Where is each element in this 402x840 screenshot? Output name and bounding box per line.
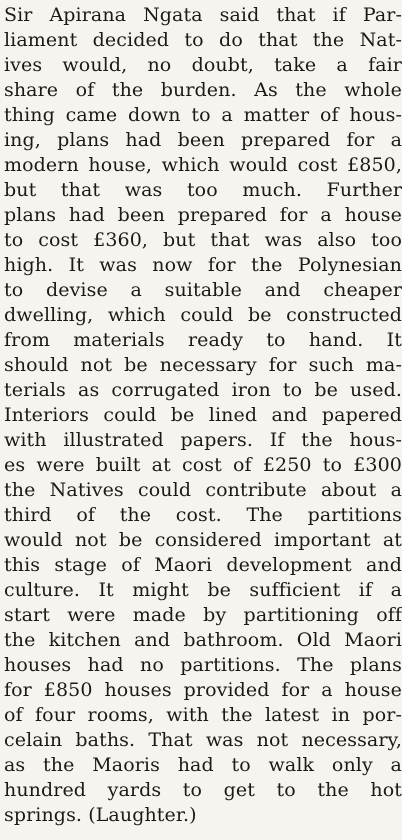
- article-line: from materials ready to hand. It: [4, 329, 402, 351]
- article-line: to cost £360, but that was also too: [4, 229, 402, 251]
- article-line: Sir Apirana Ngata said that if Par-: [4, 4, 402, 26]
- article-line: Interiors could be lined and papered: [4, 404, 402, 426]
- article-line: ives would, no doubt, take a fair: [4, 54, 402, 76]
- article-line: but that was too much. Further: [4, 179, 402, 201]
- article-line: hundred yards to get to the hot: [4, 779, 402, 801]
- article-line: as the Maoris had to walk only a: [4, 754, 402, 776]
- article-line: the Natives could contribute about a: [4, 479, 402, 501]
- article-line: culture. It might be sufficient if a: [4, 579, 402, 601]
- article-line: third of the cost. The partitions: [4, 504, 402, 526]
- article-line: this stage of Maori development and: [4, 554, 402, 576]
- article-line: modern house, which would cost £850,: [4, 154, 402, 176]
- article-line: to devise a suitable and cheaper: [4, 279, 402, 301]
- article-line: the kitchen and bathroom. Old Maori: [4, 629, 402, 651]
- article-line: plans had been prepared for a house: [4, 204, 402, 226]
- article-line: ing, plans had been prepared for a: [4, 129, 402, 151]
- article-line: dwelling, which could be constructed: [4, 304, 402, 326]
- article-line: terials as corrugated iron to be used.: [4, 379, 402, 401]
- article-line: liament decided to do that the Nat-: [4, 29, 402, 51]
- article-line: es were built at cost of £250 to £300: [4, 454, 402, 476]
- article-line: houses had no partitions. The plans: [4, 654, 402, 676]
- article-line: with illustrated papers. If the hous-: [4, 429, 402, 451]
- article-line: of four rooms, with the latest in por-: [4, 704, 402, 726]
- article-line: would not be considered important at: [4, 529, 402, 551]
- article-line: thing came down to a matter of hous-: [4, 104, 402, 126]
- article-line: share of the burden. As the whole: [4, 79, 402, 101]
- article-line: high. It was now for the Polynesian: [4, 254, 402, 276]
- article-line: celain baths. That was not necessary,: [4, 729, 402, 751]
- article-line: should not be necessary for such ma-: [4, 354, 402, 376]
- article-line: start were made by partitioning off: [4, 604, 402, 626]
- article-line-last: springs. (Laughter.): [4, 804, 197, 826]
- article-line: for £850 houses provided for a house: [4, 679, 402, 701]
